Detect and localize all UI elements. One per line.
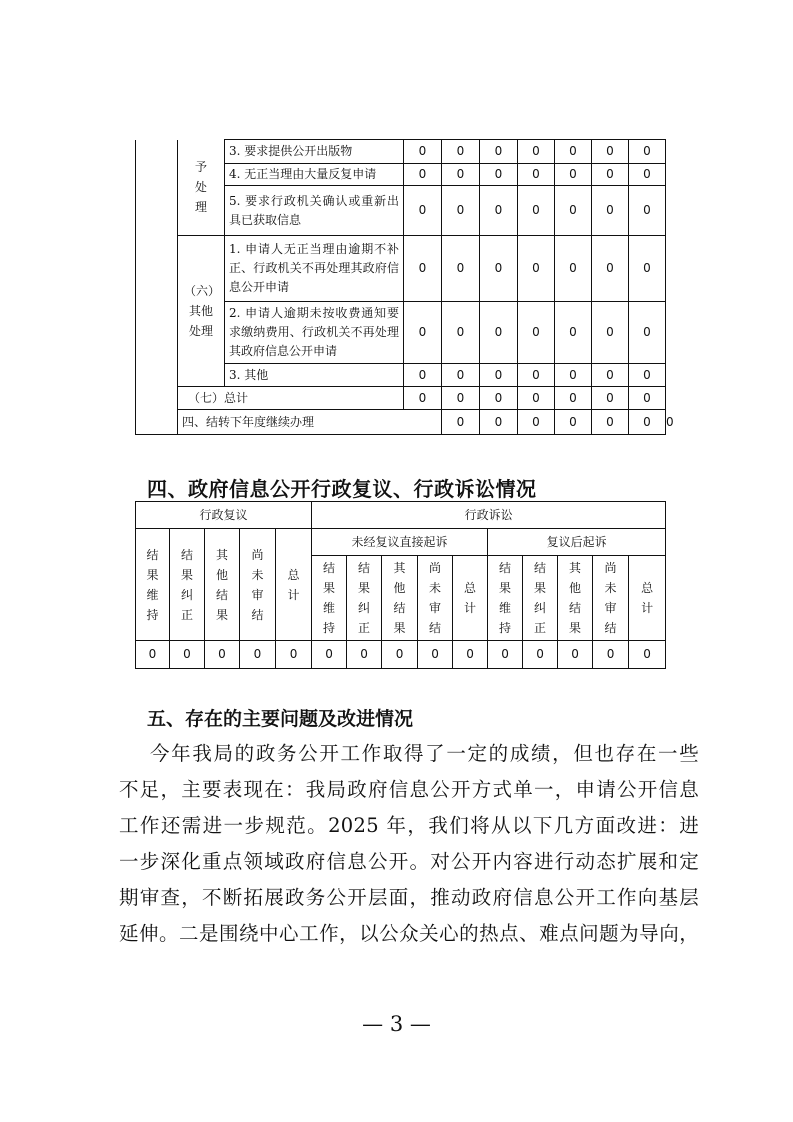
table-row: 四、结转下年度继续办理 0 0 0 0 0 0 0 [136, 410, 666, 435]
cell-value: 0 [453, 641, 488, 669]
cell-value: 0 [442, 236, 480, 302]
page-number: — 3 — [362, 1012, 431, 1036]
cell-value: 0 [518, 236, 555, 302]
cell-value: 0 [592, 186, 629, 236]
cell-value: 0 [480, 387, 518, 410]
cell-value: 0 [480, 410, 518, 435]
cell-value: 0 [629, 164, 666, 186]
review-litigation-table [135, 501, 666, 669]
cell-value: 0 [480, 164, 518, 186]
cell-value: 0 [480, 364, 518, 387]
cell-value: 0 [555, 164, 592, 186]
table-row [136, 140, 666, 164]
table-row [136, 641, 666, 669]
column-header: 结 果 纠 正 [170, 529, 205, 641]
cell-value: 0 [629, 302, 666, 364]
cell-value: 0 [404, 387, 442, 410]
row-label: 4. 无正当理由大量反复申请 [225, 164, 404, 186]
column-header: 结 果 维 持 [136, 529, 170, 641]
cell-value: 0 [442, 364, 480, 387]
cell-value: 0 [518, 387, 555, 410]
cell-value: 0 [480, 302, 518, 364]
cell-value: 0 [555, 387, 592, 410]
cell-value: 0 [518, 364, 555, 387]
paragraph-line: 不足，主要表现在：我局政府信息公开方式单一，申请公开信息 [119, 778, 699, 801]
total-label: （七）总计 [178, 387, 404, 410]
section-heading-problems: 五、存在的主要问题及改进情况 [147, 708, 414, 730]
cell-value: 0 [555, 236, 592, 302]
cell-value: 0 [592, 364, 629, 387]
cell-value: 0 [442, 302, 480, 364]
litigation-header: 行政诉讼 [312, 502, 666, 529]
direct-suit-header: 未经复议直接起诉 [312, 529, 488, 556]
column-header: 总 计 [453, 556, 488, 641]
column-header: 其 他 结 果 [558, 556, 593, 641]
cell-value: 0 [347, 641, 382, 669]
cell-value: 0 [555, 302, 592, 364]
cell-value: 0 [592, 410, 629, 435]
cell-value: 0 [523, 641, 558, 669]
cell-value: 0 [518, 302, 555, 364]
cell-value: 0 [442, 387, 480, 410]
paragraph-line: 延伸。二是围绕中心工作，以公众关心的热点、难点问题为导向， [119, 922, 699, 945]
row-label: 2. 申请人逾期未按收费通知要求缴纳费用、行政机关不再处理其政府信息公开申请 [225, 302, 404, 364]
cell-value: 0 [404, 364, 442, 387]
cell-value: 0 [592, 387, 629, 410]
cell-value: 0 [629, 641, 666, 669]
row-label: 5. 要求行政机关确认或重新出具已获取信息 [225, 186, 404, 236]
cell-value: 0 [312, 641, 347, 669]
cell-value: 0 [404, 140, 442, 164]
cell-value: 0 [629, 140, 666, 164]
cell-value: 0 [480, 186, 518, 236]
column-header: 结 果 纠 正 [523, 556, 558, 641]
paragraph-line: 今年我局的政务公开工作取得了一定的成绩，但也存在一些 [150, 742, 699, 765]
cell-value: 0 [404, 302, 442, 364]
column-header: 尚 未 审 结 [240, 529, 276, 641]
cell-value: 0 [518, 164, 555, 186]
column-header: 尚 未 审 结 [593, 556, 629, 641]
cell-value: 0 [442, 140, 480, 164]
cell-value: 0 [629, 387, 666, 410]
table-row [136, 502, 666, 529]
cell-value: 0 [480, 140, 518, 164]
cell-value: 0 [555, 140, 592, 164]
cell-value: 0 [418, 641, 453, 669]
cell-value: 0 [382, 641, 418, 669]
cell-value: 0 [592, 302, 629, 364]
cell-value: 0 [404, 236, 442, 302]
column-header: 总 计 [276, 529, 312, 641]
cell-value: 0 [555, 186, 592, 236]
paragraph-line: 一步深化重点领域政府信息公开。对公开内容进行动态扩展和定 [119, 850, 699, 873]
application-handling-table [135, 139, 674, 435]
outer-category-cell [136, 140, 178, 435]
cell-value: 0 [593, 641, 629, 669]
cell-value: 0 [442, 164, 480, 186]
cell-value: 0 [170, 641, 205, 669]
category-other-handling: （六） 其他 处理 [178, 236, 225, 387]
column-header: 结 果 维 持 [312, 556, 347, 641]
column-header: 其 他 结 果 [382, 556, 418, 641]
cell-value: 0 [629, 364, 666, 387]
cell-value: 0 [488, 641, 523, 669]
cell-value: 0 [629, 186, 666, 236]
cell-value: 0 [518, 410, 555, 435]
cell-value: 0 [136, 641, 170, 669]
category-no-handle: 予 处 理 [178, 140, 225, 236]
cell-value: 0 [592, 164, 629, 186]
row-label: 3. 要求提供公开出版物 [225, 140, 404, 164]
column-header: 结 果 纠 正 [347, 556, 382, 641]
cell-value: 0 [629, 410, 666, 435]
column-header: 其 他 结 果 [205, 529, 240, 641]
table-row [136, 236, 666, 302]
row-label: 1. 申请人无正当理由逾期不补正、行政机关不再处理其政府信息公开申请 [225, 236, 404, 302]
cell-value: 0 [240, 641, 276, 669]
cell-value: 0 [518, 140, 555, 164]
cell-value: 0 [442, 410, 480, 435]
column-header: 总 计 [629, 556, 666, 641]
cell-value: 0 [629, 236, 666, 302]
cell-value: 0 [442, 186, 480, 236]
section-heading-review-litigation: 四、政府信息公开行政复议、行政诉讼情况 [147, 477, 537, 501]
column-header: 尚 未 审 结 [418, 556, 453, 641]
cell-value: 0 [555, 364, 592, 387]
cell-value: 0 [518, 186, 555, 236]
cell-value: 0 [558, 641, 593, 669]
cell-value: 0 [480, 236, 518, 302]
row-label: 3. 其他 [225, 364, 404, 387]
review-header: 行政复议 [136, 502, 312, 529]
cell-value: 0 [205, 641, 240, 669]
cell-value: 0 [592, 236, 629, 302]
paragraph-line: 期审查，不断拓展政务公开层面，推动政府信息公开工作向基层 [119, 886, 699, 909]
cell-value: 0 [404, 186, 442, 236]
after-review-suit-header: 复议后起诉 [488, 529, 666, 556]
column-header: 结 果 维 持 [488, 556, 523, 641]
cell-value: 0 [276, 641, 312, 669]
cell-value: 0 [555, 410, 592, 435]
paragraph-line: 工作还需进一步规范。2025 年，我们将从以下几方面改进：进 [119, 814, 699, 837]
cell-value: 0 [592, 140, 629, 164]
cell-value: 0 [404, 164, 442, 186]
table-row [136, 529, 666, 556]
carry-over-label: 四、结转下年度继续办理 [178, 410, 442, 435]
table-row [136, 387, 666, 410]
